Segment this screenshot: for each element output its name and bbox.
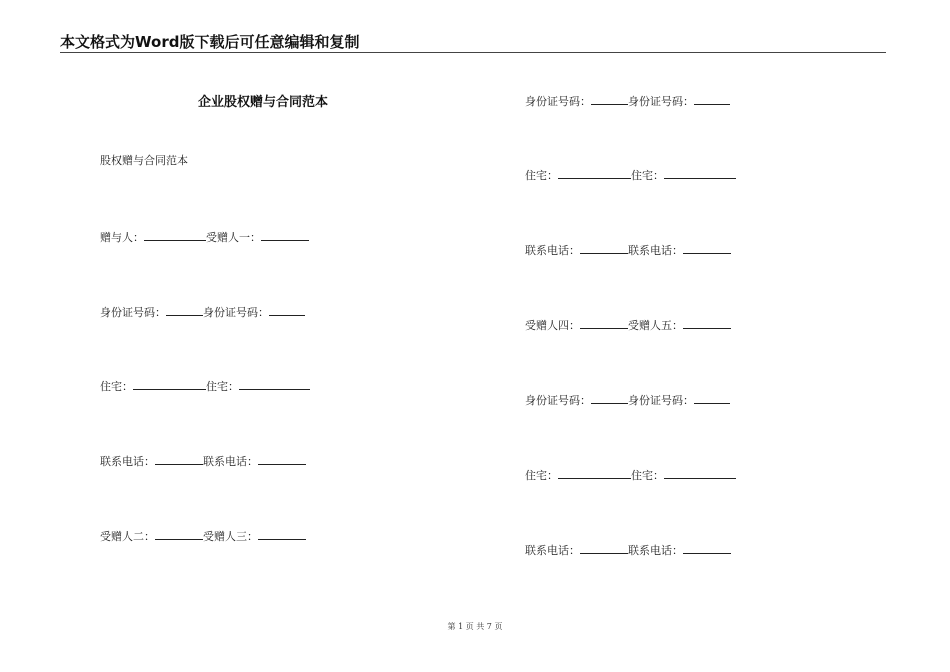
field-label: 身份证号码： — [628, 95, 694, 108]
field-label: 联系电话： — [100, 455, 155, 468]
fill-blank[interactable] — [694, 392, 730, 404]
fill-blank[interactable] — [683, 317, 731, 329]
field-label: 住宅： — [631, 169, 664, 182]
field-label: 住宅： — [525, 169, 558, 182]
field-label: 受赠人一： — [206, 231, 261, 244]
page-indicator: 第 1 页 共 7 页 — [447, 622, 503, 631]
fill-blank[interactable] — [166, 304, 203, 316]
form-line — [525, 317, 731, 333]
field-label: 联系电话： — [628, 544, 683, 557]
fill-blank[interactable] — [269, 304, 305, 316]
fill-blank[interactable] — [683, 542, 731, 554]
field-label: 身份证号码： — [525, 394, 591, 407]
field-label: 身份证号码： — [525, 95, 591, 108]
fill-blank[interactable] — [580, 242, 628, 254]
fill-blank[interactable] — [239, 378, 310, 390]
field-label: 赠与人： — [100, 231, 144, 244]
field-label: 住宅： — [631, 469, 664, 482]
form-line — [525, 392, 730, 408]
fill-blank[interactable] — [558, 167, 631, 179]
fill-blank[interactable] — [664, 167, 736, 179]
page-footer — [0, 621, 950, 632]
header-text: 本文格式为Word版下载后可任意编辑和复制 — [60, 33, 360, 51]
field-label: 身份证号码： — [203, 306, 269, 319]
field-label: 住宅： — [206, 380, 239, 393]
field-label: 联系电话： — [525, 244, 580, 257]
fill-blank[interactable] — [664, 467, 736, 479]
form-line — [525, 542, 731, 558]
fill-blank[interactable] — [258, 453, 306, 465]
fill-blank[interactable] — [261, 229, 309, 241]
page-header — [60, 33, 886, 53]
fill-blank[interactable] — [133, 378, 206, 390]
form-line — [100, 528, 306, 544]
field-label: 受赠人二： — [100, 530, 155, 543]
subtitle-line — [100, 154, 188, 168]
field-label: 受赠人四： — [525, 319, 580, 332]
fill-blank[interactable] — [155, 453, 203, 465]
field-label: 身份证号码： — [100, 306, 166, 319]
field-label: 受赠人五： — [628, 319, 683, 332]
document-title: 企业股权赠与合同范本 — [197, 95, 328, 110]
fill-blank[interactable] — [558, 467, 631, 479]
subtitle-text: 股权赠与合同范本 — [100, 154, 188, 167]
fill-blank[interactable] — [591, 93, 628, 105]
field-label: 联系电话： — [628, 244, 683, 257]
field-label: 住宅： — [525, 469, 558, 482]
form-line — [525, 167, 736, 183]
form-line — [100, 378, 310, 394]
field-label: 受赠人三： — [203, 530, 258, 543]
field-label: 联系电话： — [203, 455, 258, 468]
fill-blank[interactable] — [258, 528, 306, 540]
form-line — [100, 304, 305, 320]
form-line — [525, 467, 736, 483]
fill-blank[interactable] — [580, 542, 628, 554]
field-label: 住宅： — [100, 380, 133, 393]
fill-blank[interactable] — [580, 317, 628, 329]
field-label: 身份证号码： — [628, 394, 694, 407]
field-label: 联系电话： — [525, 544, 580, 557]
fill-blank[interactable] — [591, 392, 628, 404]
form-line — [100, 229, 309, 245]
form-line — [525, 93, 730, 109]
fill-blank[interactable] — [155, 528, 203, 540]
fill-blank[interactable] — [683, 242, 731, 254]
fill-blank[interactable] — [144, 229, 206, 241]
fill-blank[interactable] — [694, 93, 730, 105]
form-line — [525, 242, 731, 258]
form-line — [100, 453, 306, 469]
